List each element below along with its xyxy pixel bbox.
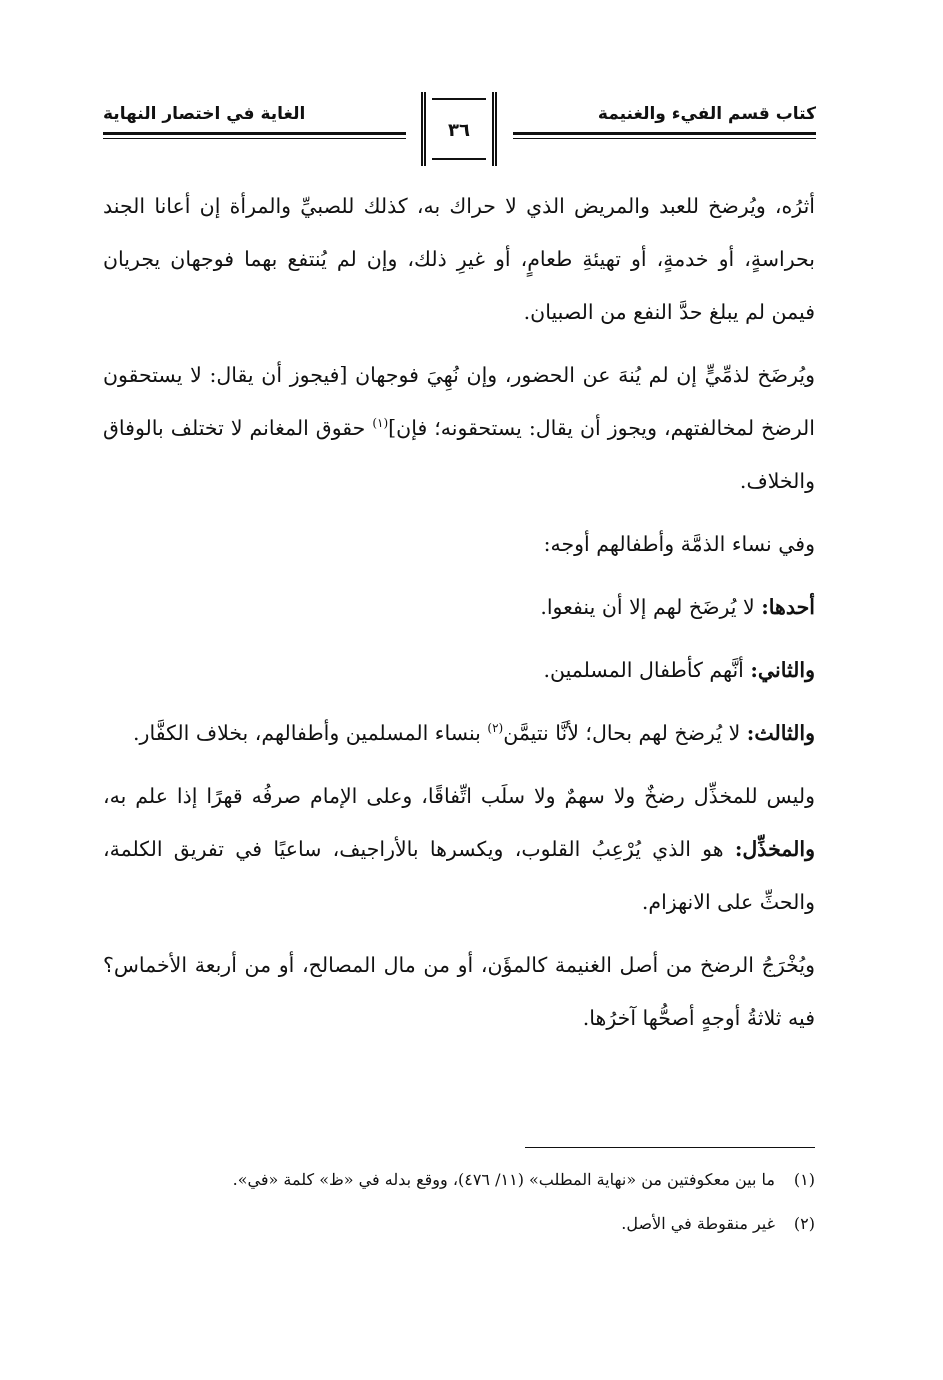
footnote-separator xyxy=(525,1147,815,1148)
paragraph-text: لا يُرضَخ لهم إلا أن ينفعوا. xyxy=(540,595,762,619)
footnote-2 xyxy=(103,1202,815,1246)
page-number: ٣٦ xyxy=(448,120,470,141)
footnotes xyxy=(103,1158,815,1246)
paragraph-4 xyxy=(103,581,815,634)
paragraph-3 xyxy=(103,518,815,571)
header-rule-right xyxy=(513,132,816,135)
running-header xyxy=(103,92,816,172)
paragraph-text: بنساء المسلمين وأطفالهم، بخلاف الكفَّار. xyxy=(133,721,488,745)
paragraph-text: لا يُرضخ لهم بحال؛ لأنَّا نتيمَّن xyxy=(503,721,747,745)
paragraph-text: وليس للمخذِّل رضخٌ ولا سهمٌ ولا سلَب اتِّفاقًا، وعلى الإمام صرفُه قهرًا إذا علم به، xyxy=(103,784,815,808)
paragraph-text: ويُخْرَجُ الرضخ من أصل الغنيمة كالمؤَن، أو من مال المصالح، أو من أربعة الأخماس؟ فيه ثلاثةُ أوجهٍ أصحُّها آخرُها. xyxy=(103,953,815,1030)
book-title: كتاب قسم الفيء والغنيمة xyxy=(597,104,816,124)
footnote-number: (٢) xyxy=(793,1214,815,1233)
main-text xyxy=(103,180,815,1055)
paragraph-7 xyxy=(103,770,815,929)
paragraph-text: أنَّهم كأطفال المسلمين. xyxy=(543,658,751,682)
paragraph-text: ويُرضَخ لذمِّيٍّ إن لم يُنهَ عن الحضور، وإن نُهِيَ فوجهان [فيجوز أن يقال: لا يستحقون الرضخ لمخالفتهم، ويجوز أن يقال: يستحقونه؛ فإن] xyxy=(103,363,815,440)
header-rule-left-thin xyxy=(103,138,406,139)
paragraph-6 xyxy=(103,707,815,760)
paragraph-lead: والثاني: xyxy=(750,658,815,682)
header-rule-left xyxy=(103,132,406,135)
paragraph-8 xyxy=(103,939,815,1045)
footnote-1 xyxy=(103,1158,815,1202)
paragraph-text: وفي نساء الذمَّة وأطفالهم أوجه: xyxy=(543,532,815,556)
header-rule-right-thin xyxy=(513,138,816,139)
paragraph-2 xyxy=(103,349,815,508)
paragraph-lead: أحدها: xyxy=(761,595,815,619)
paragraph-text: أثرُه، ويُرضخ للعبد والمريض الذي لا حراك به، كذلك للصبيِّ والمرأة إن أعانا الجند بحراسةٍ، أو خدمةٍ، أو تهيئةِ طعامٍ، أو غيرِ ذلك، وإن لم يُنتفع بهما فوجهان يجريان فيمن لم يبلغ حدَّ النفع من الصبيان. xyxy=(103,194,815,324)
footnote-ref-2[interactable]: (٢) xyxy=(487,721,504,736)
page-number-frame xyxy=(421,92,497,166)
paragraph-text: هو الذي يُرْعِبُ القلوب، ويكسرها بالأراجيف، ساعيًا في تفريق الكلمة، والحثِّ على الانهزام. xyxy=(103,837,815,914)
term-bold: والمخذِّل: xyxy=(734,837,815,861)
footnote-ref-1[interactable]: (١) xyxy=(372,416,389,431)
paragraph-lead: والثالث: xyxy=(746,721,815,745)
series-title: الغاية في اختصار النهاية xyxy=(103,104,306,124)
footnote-text: غير منقوطة في الأصل. xyxy=(621,1214,775,1233)
footnote-number: (١) xyxy=(793,1170,815,1189)
paragraph-5 xyxy=(103,644,815,697)
paragraph-text: حقوق المغانم لا تختلف بالوفاق والخلاف. xyxy=(103,416,815,493)
footnote-text: ما بين معكوفتين من «نهاية المطلب» (١١/ ٤٧٦)، ووقع بدله في «ظ» كلمة «في». xyxy=(232,1170,775,1189)
paragraph-1 xyxy=(103,180,815,339)
